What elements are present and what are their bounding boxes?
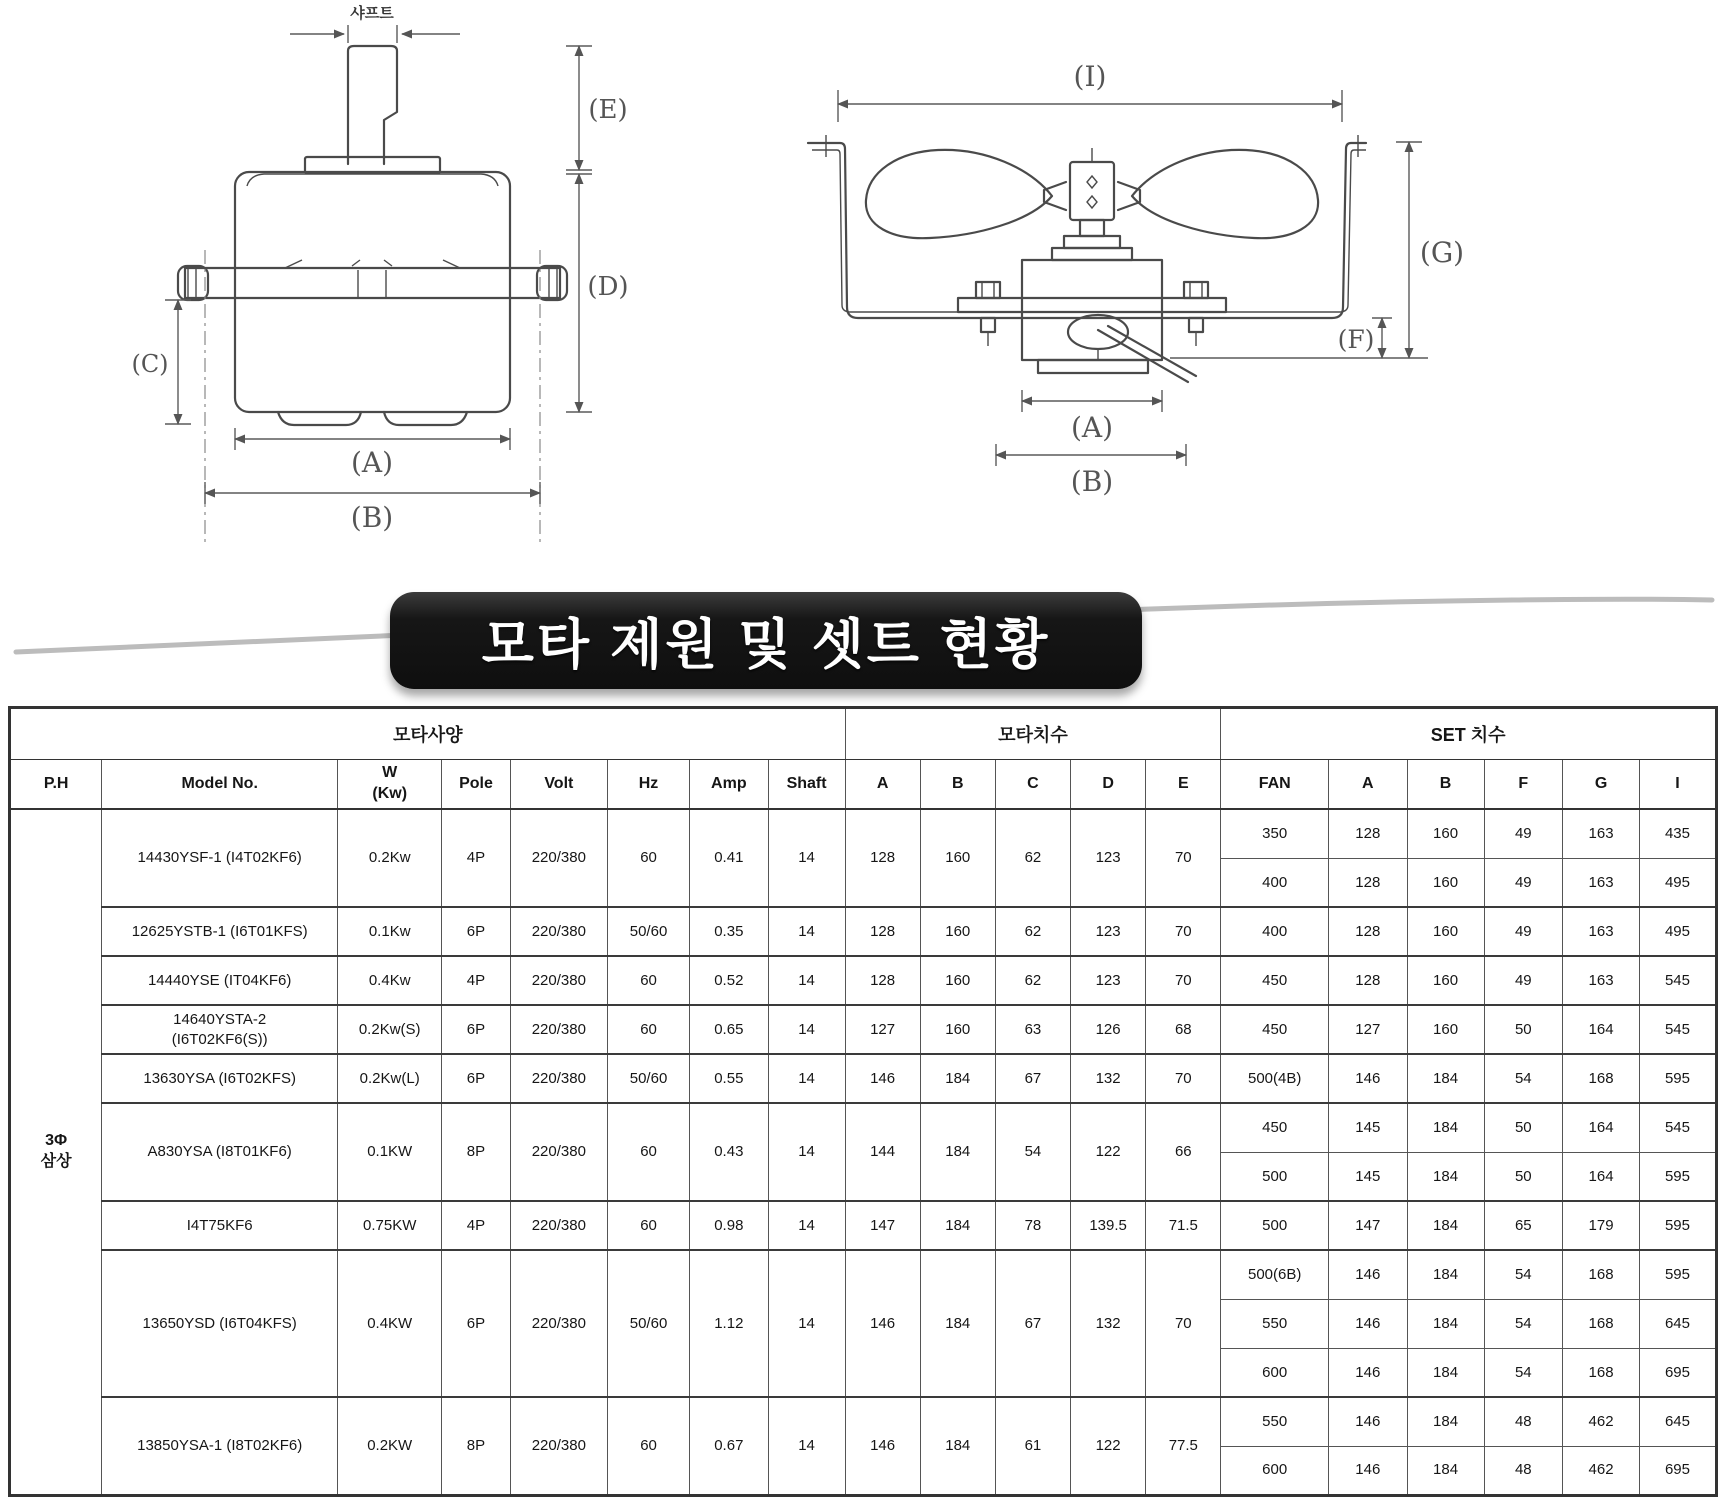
motor-dim-c: 62	[995, 956, 1070, 1005]
cap-plate	[305, 157, 440, 173]
set-dim-f: 48	[1484, 1446, 1563, 1495]
mount-bracket	[808, 143, 1366, 318]
set-dim-f: 54	[1484, 1250, 1563, 1299]
ph-cell: 3Φ 삼상	[10, 809, 102, 1495]
motor-dim-d: 123	[1071, 809, 1146, 907]
w-cell: 0.4Kw	[338, 956, 442, 1005]
fan-blade-right	[1132, 150, 1318, 238]
w-cell: 0.1Kw	[338, 907, 442, 956]
motor-dim-b: 184	[920, 1250, 995, 1397]
set-dim-a: 146	[1329, 1299, 1408, 1348]
set-dim-f: 50	[1484, 1005, 1563, 1054]
shaft-cell: 14	[768, 907, 845, 956]
amp-cell: 0.55	[690, 1054, 769, 1103]
dim-label-i: (I)	[1073, 60, 1107, 93]
hz-cell: 60	[608, 1397, 690, 1495]
set-dim-g: 168	[1563, 1299, 1640, 1348]
set-dim-f: 49	[1484, 956, 1563, 1005]
fan-cell: 450	[1221, 1005, 1329, 1054]
motor-dim-a: 128	[845, 809, 920, 907]
col-amp: Amp	[690, 760, 769, 810]
set-dim-b: 160	[1407, 809, 1484, 858]
amp-cell: 0.43	[690, 1103, 769, 1201]
amp-cell: 0.98	[690, 1201, 769, 1250]
shaft-cell: 14	[768, 1250, 845, 1397]
col-model: Model No.	[102, 760, 338, 810]
set-dim-b: 184	[1407, 1446, 1484, 1495]
fan-cell: 600	[1221, 1348, 1329, 1397]
set-dim-g: 168	[1563, 1250, 1640, 1299]
set-dim-f: 54	[1484, 1348, 1563, 1397]
set-dim-i: 595	[1639, 1201, 1716, 1250]
set-dim-f: 48	[1484, 1397, 1563, 1446]
spec-row	[10, 1250, 1717, 1299]
pole-cell: 4P	[442, 956, 510, 1005]
set-dim-b: 160	[1407, 1005, 1484, 1054]
model-cell: 14430YSF-1 (I4T02KF6)	[102, 809, 338, 907]
dim-label-c: (C)	[131, 350, 169, 378]
model-cell: A830YSA (I8T01KF6)	[102, 1103, 338, 1201]
set-dim-f: 65	[1484, 1201, 1563, 1250]
col-motor-b: B	[920, 760, 995, 810]
set-dim-b: 160	[1407, 956, 1484, 1005]
motor-dim-b: 160	[920, 1005, 995, 1054]
col-hz: Hz	[608, 760, 690, 810]
col-w-line2: (Kw)	[372, 785, 408, 802]
pole-cell: 8P	[442, 1103, 510, 1201]
spec-row	[10, 907, 1717, 956]
spec-table-body	[10, 809, 1717, 1495]
set-dim-b: 184	[1407, 1250, 1484, 1299]
set-dim-i: 545	[1639, 1103, 1716, 1152]
w-cell: 0.1KW	[338, 1103, 442, 1201]
pole-cell: 6P	[442, 1250, 510, 1397]
model-cell: 12625YSTB-1 (I6T01KFS)	[102, 907, 338, 956]
model-cell: 13850YSA-1 (I8T02KF6)	[102, 1397, 338, 1495]
motor-dim-d: 122	[1071, 1397, 1146, 1495]
set-dim-a: 146	[1329, 1446, 1408, 1495]
col-ph: P.H	[10, 760, 102, 810]
fan-cell: 500	[1221, 1152, 1329, 1201]
w-cell: 0.75KW	[338, 1201, 442, 1250]
motor-dim-d: 132	[1071, 1054, 1146, 1103]
motor-dim-a: 127	[845, 1005, 920, 1054]
set-dim-f: 54	[1484, 1299, 1563, 1348]
motor-dim-a: 146	[845, 1250, 920, 1397]
motor-dim-b: 184	[920, 1201, 995, 1250]
fan-set-diagram	[790, 30, 1490, 515]
fan-cell: 450	[1221, 1103, 1329, 1152]
motor-dim-b: 160	[920, 956, 995, 1005]
col-set-f: F	[1484, 760, 1563, 810]
motor-dim-a: 128	[845, 907, 920, 956]
hz-cell: 50/60	[608, 1054, 690, 1103]
fan-cell: 550	[1221, 1397, 1329, 1446]
set-dim-b: 184	[1407, 1152, 1484, 1201]
set-dim-g: 164	[1563, 1152, 1640, 1201]
hz-cell: 60	[608, 809, 690, 907]
col-motor-c: C	[995, 760, 1070, 810]
motor-dim-a: 147	[845, 1201, 920, 1250]
amp-cell: 0.67	[690, 1397, 769, 1495]
shaft-cell: 14	[768, 956, 845, 1005]
hz-cell: 50/60	[608, 1250, 690, 1397]
dim-label-b: (B)	[350, 501, 394, 534]
hz-cell: 60	[608, 1005, 690, 1054]
col-set-a: A	[1329, 760, 1408, 810]
shaft-cell: 14	[768, 1054, 845, 1103]
fan-cell: 400	[1221, 907, 1329, 956]
hz-cell: 50/60	[608, 907, 690, 956]
pole-cell: 6P	[442, 1054, 510, 1103]
motor-dim-c: 62	[995, 809, 1070, 907]
set-dim-a: 145	[1329, 1103, 1408, 1152]
dim-label-a: (A)	[1070, 411, 1114, 444]
set-dim-i: 495	[1639, 858, 1716, 907]
set-dim-g: 163	[1563, 956, 1640, 1005]
spec-row	[10, 809, 1717, 858]
col-set-g: G	[1563, 760, 1640, 810]
set-dim-i: 595	[1639, 1250, 1716, 1299]
set-dim-i: 545	[1639, 956, 1716, 1005]
col-set-i: I	[1639, 760, 1716, 810]
spec-table	[8, 706, 1718, 1497]
set-dim-g: 179	[1563, 1201, 1640, 1250]
motor-dim-e: 70	[1146, 809, 1221, 907]
fan-cell: 400	[1221, 858, 1329, 907]
w-cell: 0.2KW	[338, 1397, 442, 1495]
motor-dim-a: 144	[845, 1103, 920, 1201]
dim-label-a: (A)	[350, 446, 394, 479]
section-motor-spec: 모타사양	[10, 708, 846, 760]
mount-plate	[958, 298, 1226, 312]
set-dim-b: 184	[1407, 1348, 1484, 1397]
dim-label-f: (F)	[1337, 325, 1375, 354]
motor-dim-a: 128	[845, 956, 920, 1005]
set-dim-a: 146	[1329, 1054, 1408, 1103]
volt-cell: 220/380	[510, 1201, 607, 1250]
section-motor-dims: 모타치수	[845, 708, 1221, 760]
motor-body	[235, 172, 510, 412]
set-dim-f: 49	[1484, 907, 1563, 956]
spec-row	[10, 1201, 1717, 1250]
motor-dim-e: 71.5	[1146, 1201, 1221, 1250]
set-dim-b: 160	[1407, 858, 1484, 907]
section-set-dims: SET 치수	[1221, 708, 1717, 760]
set-dim-a: 147	[1329, 1201, 1408, 1250]
motor-dim-b: 184	[920, 1397, 995, 1495]
fan-cell: 600	[1221, 1446, 1329, 1495]
mount-flange	[185, 268, 560, 298]
fan-cell: 450	[1221, 956, 1329, 1005]
model-cell: 13650YSD (I6T04KFS)	[102, 1250, 338, 1397]
motor-dim-c: 61	[995, 1397, 1070, 1495]
set-dim-g: 163	[1563, 907, 1640, 956]
pole-cell: 8P	[442, 1397, 510, 1495]
motor-dim-b: 184	[920, 1054, 995, 1103]
spec-row	[10, 1103, 1717, 1152]
set-dim-a: 128	[1329, 907, 1408, 956]
dim-label-d: (D)	[587, 272, 629, 302]
set-dim-a: 127	[1329, 1005, 1408, 1054]
motor-dim-e: 70	[1146, 1054, 1221, 1103]
set-dim-i: 595	[1639, 1152, 1716, 1201]
w-cell: 0.4KW	[338, 1250, 442, 1397]
motor-dim-c: 63	[995, 1005, 1070, 1054]
column-header-row	[10, 760, 1717, 810]
col-motor-a: A	[845, 760, 920, 810]
col-pole: Pole	[442, 760, 510, 810]
spec-row	[10, 956, 1717, 1005]
motor-dim-c: 67	[995, 1250, 1070, 1397]
pole-cell: 6P	[442, 907, 510, 956]
motor-dim-e: 77.5	[1146, 1397, 1221, 1495]
set-dim-b: 184	[1407, 1299, 1484, 1348]
w-cell: 0.2Kw(L)	[338, 1054, 442, 1103]
set-dim-g: 462	[1563, 1446, 1640, 1495]
model-cell: 14640YSTA-2 (I6T02KF6(S))	[102, 1005, 338, 1054]
motor-dim-c: 62	[995, 907, 1070, 956]
col-fan: FAN	[1221, 760, 1329, 810]
set-dim-g: 168	[1563, 1348, 1640, 1397]
set-dim-a: 146	[1329, 1397, 1408, 1446]
motor-dim-e: 70	[1146, 1250, 1221, 1397]
shaft-cell: 14	[768, 1005, 845, 1054]
set-dim-g: 168	[1563, 1054, 1640, 1103]
title-banner	[390, 592, 1142, 689]
volt-cell: 220/380	[510, 1005, 607, 1054]
col-motor-d: D	[1071, 760, 1146, 810]
set-dim-f: 49	[1484, 809, 1563, 858]
page-title: 모타 제원 및 셋트 현황	[481, 615, 1051, 675]
shaft-cell: 14	[768, 1397, 845, 1495]
col-shaft: Shaft	[768, 760, 845, 810]
amp-cell: 0.35	[690, 907, 769, 956]
set-dim-b: 160	[1407, 907, 1484, 956]
fan-cell: 550	[1221, 1299, 1329, 1348]
model-cell: I4T75KF6	[102, 1201, 338, 1250]
motor-dim-e: 68	[1146, 1005, 1221, 1054]
set-dim-f: 50	[1484, 1103, 1563, 1152]
amp-cell: 1.12	[690, 1250, 769, 1397]
col-w	[338, 760, 442, 810]
section-header-row	[10, 708, 1717, 760]
set-dim-a: 128	[1329, 858, 1408, 907]
set-dim-i: 545	[1639, 1005, 1716, 1054]
volt-cell: 220/380	[510, 1103, 607, 1201]
col-motor-e: E	[1146, 760, 1221, 810]
volt-cell: 220/380	[510, 809, 607, 907]
hz-cell: 60	[608, 1103, 690, 1201]
fan-cell: 500(4B)	[1221, 1054, 1329, 1103]
set-dim-g: 164	[1563, 1005, 1640, 1054]
shaft-cell: 14	[768, 1103, 845, 1201]
col-volt: Volt	[510, 760, 607, 810]
set-dim-i: 595	[1639, 1054, 1716, 1103]
motor-dim-b: 160	[920, 809, 995, 907]
motor-dim-b: 160	[920, 907, 995, 956]
set-dim-b: 184	[1407, 1397, 1484, 1446]
volt-cell: 220/380	[510, 956, 607, 1005]
hz-cell: 60	[608, 956, 690, 1005]
model-cell: 13630YSA (I6T02KFS)	[102, 1054, 338, 1103]
spec-row	[10, 1054, 1717, 1103]
set-dim-a: 146	[1329, 1250, 1408, 1299]
fan-blade-left	[866, 150, 1052, 238]
set-dim-a: 128	[1329, 809, 1408, 858]
w-cell: 0.2Kw(S)	[338, 1005, 442, 1054]
motor-dim-e: 70	[1146, 907, 1221, 956]
col-w-line1: W	[382, 764, 398, 782]
motor-dim-c: 78	[995, 1201, 1070, 1250]
set-dim-a: 145	[1329, 1152, 1408, 1201]
dim-label-e: (E)	[588, 95, 628, 125]
spec-row	[10, 1005, 1717, 1054]
shaft-label: 샤프트	[350, 5, 394, 22]
shaft-cell: 14	[768, 1201, 845, 1250]
motor-dim-d: 139.5	[1071, 1201, 1146, 1250]
spec-row	[10, 1397, 1717, 1446]
set-dim-b: 184	[1407, 1201, 1484, 1250]
set-dim-g: 163	[1563, 858, 1640, 907]
volt-cell: 220/380	[510, 1250, 607, 1397]
volt-cell: 220/380	[510, 1397, 607, 1495]
set-dim-i: 645	[1639, 1397, 1716, 1446]
motor-dim-a: 146	[845, 1397, 920, 1495]
motor-dim-a: 146	[845, 1054, 920, 1103]
set-dim-g: 462	[1563, 1397, 1640, 1446]
set-dim-f: 49	[1484, 858, 1563, 907]
set-dim-f: 54	[1484, 1054, 1563, 1103]
set-dim-i: 435	[1639, 809, 1716, 858]
motor-dim-d: 122	[1071, 1103, 1146, 1201]
volt-cell: 220/380	[510, 907, 607, 956]
shaft-cell: 14	[768, 809, 845, 907]
pole-cell: 6P	[442, 1005, 510, 1054]
amp-cell: 0.65	[690, 1005, 769, 1054]
set-dim-i: 695	[1639, 1348, 1716, 1397]
model-cell: 14440YSE (IT04KF6)	[102, 956, 338, 1005]
set-dim-b: 184	[1407, 1103, 1484, 1152]
set-dim-i: 645	[1639, 1299, 1716, 1348]
motor-dim-c: 67	[995, 1054, 1070, 1103]
fan-cell: 500	[1221, 1201, 1329, 1250]
set-dim-a: 128	[1329, 956, 1408, 1005]
motor-dim-d: 126	[1071, 1005, 1146, 1054]
set-dim-b: 184	[1407, 1054, 1484, 1103]
motor-dim-d: 123	[1071, 956, 1146, 1005]
fan-cell: 350	[1221, 809, 1329, 858]
set-dim-a: 146	[1329, 1348, 1408, 1397]
set-dim-g: 164	[1563, 1103, 1640, 1152]
dim-label-g: (G)	[1419, 236, 1465, 269]
set-dim-f: 50	[1484, 1152, 1563, 1201]
fan-hub	[1070, 162, 1114, 220]
motor-dim-b: 184	[920, 1103, 995, 1201]
motor-dim-e: 70	[1146, 956, 1221, 1005]
motor-dim-d: 132	[1071, 1250, 1146, 1397]
amp-cell: 0.52	[690, 956, 769, 1005]
amp-cell: 0.41	[690, 809, 769, 907]
shaft-outline	[348, 46, 397, 164]
motor-front-diagram	[130, 0, 650, 545]
pole-cell: 4P	[442, 809, 510, 907]
motor-dim-c: 54	[995, 1103, 1070, 1201]
dim-label-b: (B)	[1070, 465, 1114, 498]
hz-cell: 60	[608, 1201, 690, 1250]
volt-cell: 220/380	[510, 1054, 607, 1103]
motor-dim-d: 123	[1071, 907, 1146, 956]
motor-dim-e: 66	[1146, 1103, 1221, 1201]
col-set-b: B	[1407, 760, 1484, 810]
set-dim-i: 495	[1639, 907, 1716, 956]
w-cell: 0.2Kw	[338, 809, 442, 907]
fan-cell: 500(6B)	[1221, 1250, 1329, 1299]
set-dim-g: 163	[1563, 809, 1640, 858]
pole-cell: 4P	[442, 1201, 510, 1250]
set-dim-i: 695	[1639, 1446, 1716, 1495]
